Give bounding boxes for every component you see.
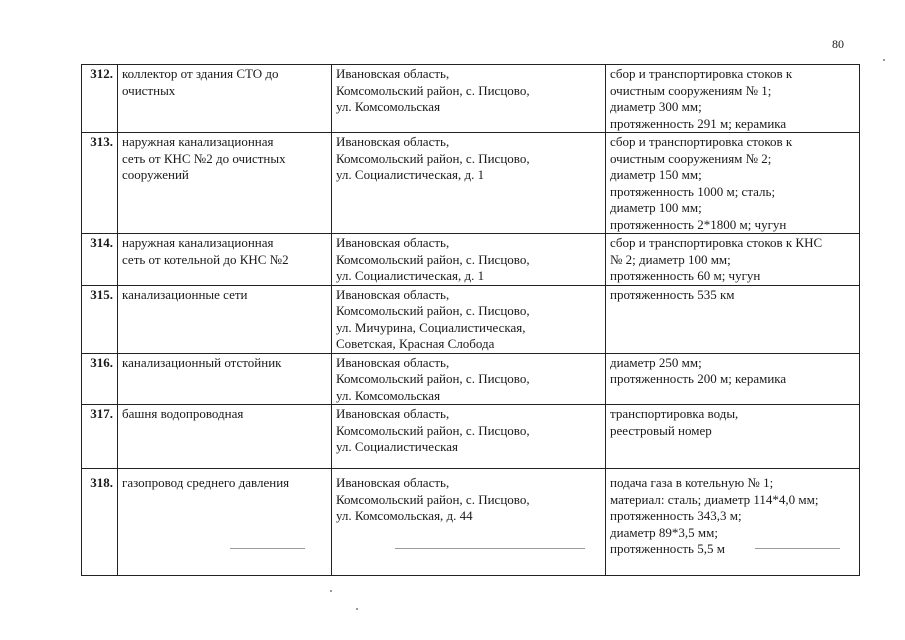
row-number: 317. <box>82 405 118 469</box>
text-line: сбор и транспортировка стоков к <box>610 66 793 81</box>
text-line: диаметр 150 мм; <box>610 167 702 182</box>
object-name <box>118 133 332 234</box>
text-line: протяженность 60 м; чугун <box>610 268 761 283</box>
object-address <box>332 469 606 576</box>
text-line: протяженность 535 км <box>610 286 735 302</box>
row-number: 318. <box>82 469 118 576</box>
scan-underline <box>395 548 585 549</box>
object-name <box>118 405 332 469</box>
object-description <box>606 469 860 576</box>
text-line: Ивановская область, <box>336 406 450 421</box>
object-address <box>332 65 606 133</box>
text-line: материал: сталь; диаметр 114*4,0 мм; <box>610 491 819 507</box>
text-line: ул. Мичурина, Социалистическая, <box>336 319 526 335</box>
text-line: подача газа в котельную № 1; <box>610 475 774 490</box>
row-number: 312. <box>82 65 118 133</box>
object-name <box>118 353 332 405</box>
text-line: протяженность 1000 м; сталь; <box>610 183 776 199</box>
text-line: диаметр 89*3,5 мм; <box>610 524 718 540</box>
text-line: ул. Социалистическая <box>336 439 459 454</box>
text-line: канализационные сети <box>122 286 248 302</box>
text-line: ул. Комсомольская, д. 44 <box>336 508 473 523</box>
row-number: 313. <box>82 133 118 234</box>
table-row <box>82 65 860 133</box>
text-line: протяженность 343,3 м; <box>610 508 742 523</box>
text-line: реестровый номер <box>610 422 712 438</box>
text-line: Ивановская область, <box>336 286 450 302</box>
object-description <box>606 65 860 133</box>
scan-speck <box>330 590 332 592</box>
text-line: Ивановская область, <box>336 235 450 250</box>
row-number: 316. <box>82 353 118 405</box>
object-address <box>332 353 606 405</box>
text-line: башня водопроводная <box>122 406 244 421</box>
text-line: Комсомольский район, с. Писцово, <box>336 150 530 166</box>
scan-underline <box>230 548 305 549</box>
text-line: Ивановская область, <box>336 354 450 370</box>
text-line: сеть от КНС №2 до очистных <box>122 150 286 166</box>
scan-underline <box>755 548 840 549</box>
text-line: транспортировка воды, <box>610 406 739 421</box>
text-line: протяженность 291 м; керамика <box>610 115 787 131</box>
text-line: газопровод среднего давления <box>122 475 290 490</box>
text-line: Комсомольский район, с. Писцово, <box>336 371 530 386</box>
text-line: Комсомольский район, с. Писцово, <box>336 251 530 267</box>
object-description <box>606 285 860 353</box>
registry-table <box>81 64 860 576</box>
table-row <box>82 133 860 234</box>
text-line: ул. Социалистическая, д. 1 <box>336 268 485 283</box>
object-description <box>606 405 860 469</box>
text-line: очистным сооружениям № 1; <box>610 82 772 98</box>
scan-speck <box>883 59 885 61</box>
text-line: сбор и транспортировка стоков к <box>610 134 793 149</box>
table-row <box>82 405 860 469</box>
object-description <box>606 234 860 286</box>
text-line: ул. Комсомольская <box>336 99 441 114</box>
text-line: Ивановская область, <box>336 134 450 149</box>
object-address <box>332 405 606 469</box>
object-address <box>332 234 606 286</box>
object-address <box>332 285 606 353</box>
text-line: сбор и транспортировка стоков к КНС <box>610 235 823 250</box>
object-name <box>118 234 332 286</box>
text-line: протяженность 200 м; керамика <box>610 371 787 386</box>
row-number: 315. <box>82 285 118 353</box>
object-name <box>118 285 332 353</box>
object-name <box>118 469 332 576</box>
text-line: Советская, Красная Слобода <box>336 336 495 351</box>
text-line: Комсомольский район, с. Писцово, <box>336 303 530 318</box>
text-line: протяженность 2*1800 м; чугун <box>610 216 787 232</box>
text-line: Комсомольский район, с. Писцово, <box>336 82 530 98</box>
text-line: коллектор от здания СТО до <box>122 66 279 81</box>
text-line: Ивановская область, <box>336 475 450 490</box>
text-line: № 2; диаметр 100 мм; <box>610 251 731 267</box>
text-line: протяженность 5,5 м <box>610 541 725 556</box>
text-line: диаметр 300 мм; <box>610 99 702 114</box>
table-row <box>82 285 860 353</box>
object-description <box>606 353 860 405</box>
page-number: 80 <box>832 37 844 51</box>
text-line: диаметр 100 мм; <box>610 200 702 215</box>
row-number: 314. <box>82 234 118 286</box>
text-line: ул. Комсомольская <box>336 387 441 403</box>
table-row <box>82 234 860 286</box>
text-line: очистным сооружениям № 2; <box>610 150 772 166</box>
text-line: наружная канализационная <box>122 134 274 149</box>
text-line: Ивановская область, <box>336 66 450 81</box>
text-line: ул. Социалистическая, д. 1 <box>336 167 485 182</box>
scan-speck <box>356 608 358 610</box>
text-line: наружная канализационная <box>122 235 274 250</box>
object-address <box>332 133 606 234</box>
text-line: сеть от котельной до КНС №2 <box>122 251 289 267</box>
text-line: очистных <box>122 82 176 98</box>
text-line: Комсомольский район, с. Писцово, <box>336 491 530 507</box>
object-description <box>606 133 860 234</box>
text-line: диаметр 250 мм; <box>610 354 702 370</box>
text-line: сооружений <box>122 167 189 182</box>
text-line: Комсомольский район, с. Писцово, <box>336 422 530 438</box>
object-name <box>118 65 332 133</box>
text-line: канализационный отстойник <box>122 354 282 370</box>
table-row <box>82 353 860 405</box>
table-row <box>82 469 860 576</box>
